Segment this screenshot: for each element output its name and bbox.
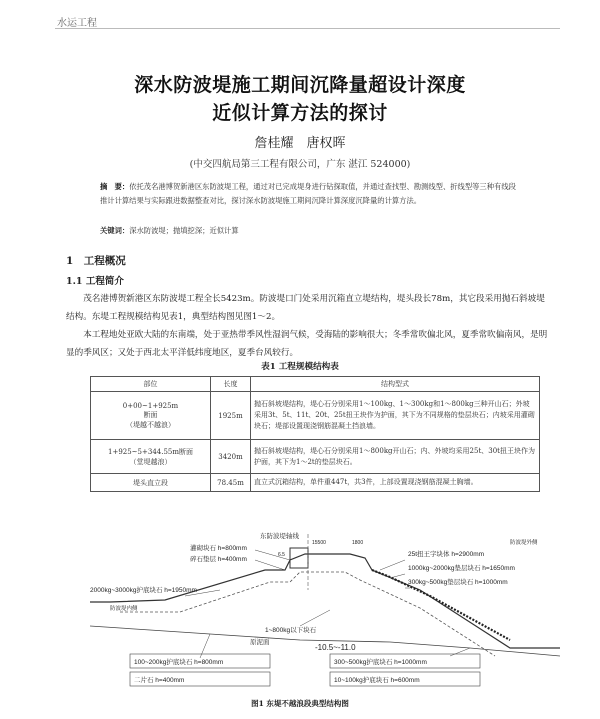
label-toe-outer1: 300~500kg护底块石 h=1000mm <box>334 659 427 666</box>
table-cell-structure: 抛石斜坡堤结构，堤心石分别采用1～800kg开山石；内、外坡均采用25t、30t扭王块作为护面，其下为1～2t的垫层块石。 <box>251 440 540 474</box>
label-dimension: 6.5 <box>278 552 285 558</box>
part-line: 堤头直立段 <box>133 478 168 487</box>
abstract-label: 摘 要： <box>100 182 130 191</box>
table-cell-length: 3420m <box>211 440 251 474</box>
label-outer-side: 防波堤外侧 <box>510 540 538 546</box>
part-line: 断面 <box>143 410 158 419</box>
paper-title-line2: 近似计算方法的探讨 <box>212 102 388 124</box>
structure-table <box>90 376 540 492</box>
table-header-cell: 部位 <box>91 377 211 392</box>
leader-line <box>255 560 285 570</box>
table-header-cell: 长度 <box>211 377 251 392</box>
abstract <box>100 180 520 208</box>
table-caption: 表1 工程规模结构表 <box>261 362 339 372</box>
table-row <box>91 392 540 440</box>
affiliation: (中交四航局第三工程有限公司，广东 湛江 524000) <box>189 159 411 170</box>
table-cell-length: 1925m <box>211 392 251 440</box>
crown-wall <box>290 548 308 568</box>
label-toe-outer2: 10~100kg护底块石 h=600mm <box>334 677 420 684</box>
breakwater-cross-section-diagram <box>90 530 560 696</box>
table-cell-part <box>91 392 211 440</box>
keywords <box>100 226 239 236</box>
part-line: 0+00~1+925m <box>122 401 179 410</box>
keywords-label: 关键词： <box>100 226 130 235</box>
figure-caption: 图1 东堤不越浪段典型结构图 <box>251 699 349 708</box>
label-cap-stone: 灌砌块石 h=800mm <box>190 545 247 552</box>
leader-line <box>390 574 405 578</box>
leader-line <box>200 634 210 658</box>
leader-line <box>380 560 405 570</box>
label-core: 1~800kg以下块石 <box>265 627 317 634</box>
table-cell-structure: 抛石斜坡堤结构，堤心石分别采用1～100kg、1～300kg和1～800kg三种开山石；外坡采用3t、5t、11t、20t、25t扭王块作为护面，其下为不同规格的垫层块石；内坡采用灌砌块石；堤部设置现浇钢筋混凝土挡浪墙。 <box>251 392 540 440</box>
label-seabed-elevation: -10.5~-11.0 <box>315 643 356 652</box>
label-cap-gravel: 碎石垫层 h=400mm <box>190 556 247 563</box>
part-line: （堤越不越浪） <box>126 420 175 429</box>
leader-line <box>450 648 470 656</box>
label-left-toe: 2000kg~3000kg护底块石 h=1950mm <box>90 587 197 594</box>
table-row <box>91 440 540 474</box>
table-cell-structure: 直立式沉箱结构，单件重447t，共3件，上部设置现浇钢筋混凝土胸墙。 <box>251 474 540 492</box>
table-cell-part <box>91 474 211 492</box>
subsection-heading: 1.1 工程简介 <box>66 276 124 287</box>
table-header-row <box>91 377 540 392</box>
journal-header: 水运工程 <box>57 18 97 29</box>
label-axis: 东防波堤轴线 <box>260 533 299 540</box>
label-armor: 25t扭王字块体 h=2900mm <box>408 551 485 558</box>
label-toe-inner: 100~200kg护底块石 h=800mm <box>134 659 224 666</box>
section-heading: 1 工程概况 <box>66 255 126 267</box>
leader-line <box>300 610 330 626</box>
paper-title-line1: 深水防波堤施工期间沉降量超设计深度 <box>134 74 466 96</box>
label-quarry-chips: 二片石 h=400mm <box>134 677 185 684</box>
abstract-text: 依托茂名港博贺新港区东防波堤工程，通过对已完成堤身进行钻探取值，并通过查找型、勘测线型、折线型等三种有线段推计计算结果与实际跟进数据整查对比，探讨深水防波堤施工期间沉降计算深度沉降量的计算方法。 <box>100 182 516 205</box>
part-line: （堂堤越浪） <box>129 457 172 466</box>
label-inner-side: 防波堤内侧 <box>110 606 138 612</box>
label-underlayer2: 300kg~500kg垫层块石 h=1000mm <box>408 579 508 586</box>
authors: 詹桂耀 唐权晖 <box>254 136 346 151</box>
label-original-seabed: 原泥面 <box>250 639 270 646</box>
table-header-cell: 结构型式 <box>251 377 540 392</box>
header-divider <box>55 28 560 29</box>
keywords-text: 深水防波堤；抛填挖深；近似计算 <box>129 226 239 235</box>
table-row <box>91 474 540 492</box>
label-dimension: 1800 <box>352 540 364 546</box>
label-underlayer1: 1000kg~2000kg垫层块石 h=1650mm <box>408 565 515 572</box>
part-line: 1+925~5+344.55m断面 <box>108 447 193 456</box>
label-dimension: 15500 <box>312 540 326 546</box>
paragraph-1: 茂名港博贺新港区东防波堤工程全长5423m。防波堤口门处采用沉箱直立堤结构，堤头段长78m，其它段采用抛石斜坡堤结构。东堤工程规模结构见表1，典型结构图见图1～2。 <box>66 294 545 322</box>
table-cell-part <box>91 440 211 474</box>
table-cell-length: 78.45m <box>211 474 251 492</box>
paragraph-2: 本工程地处亚欧大陆的东南端，处于亚热带季风性湿润气候，受海陆的影响很大；冬季常吹偏北风，夏季常吹偏南风，是明显的季风区；又处于西北太平洋低纬度地区，夏季台风较行。 <box>66 330 548 358</box>
